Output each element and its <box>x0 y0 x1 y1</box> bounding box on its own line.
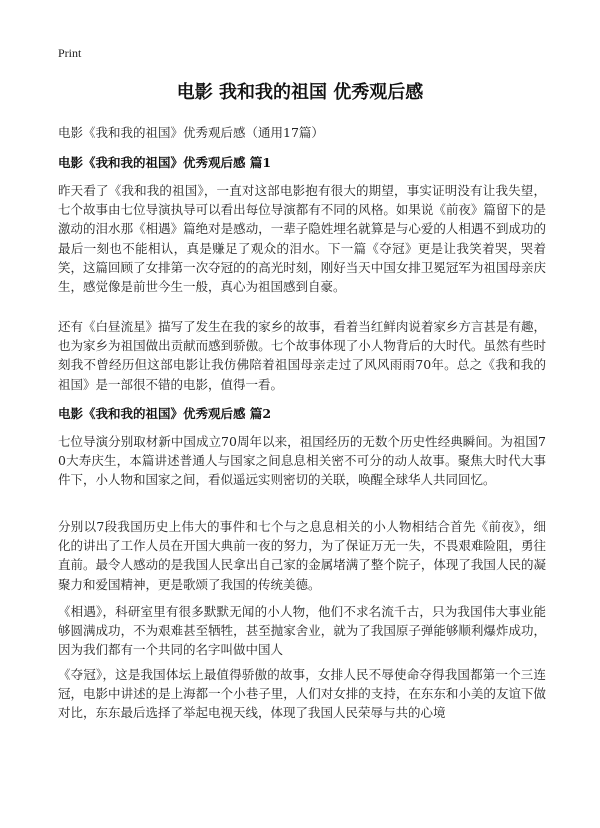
section-2-heading: 电影《我和我的祖国》优秀观后感 篇2 <box>58 406 272 421</box>
section-2-paragraph-1: 七位导演分别取材新中国成立70周年以来，祖国经历的无数个历史性经典瞬间。为祖国70大寿庆生，本篇讲述普通人与国家之间息息相关密不可分的动人故事。聚焦大时代大事件下，小人物和国家之间，看似遥远实则密切的关联，唤醒全球华人共同回忆。 <box>58 434 546 488</box>
section-1-paragraph-1: 昨天看了《我和我的祖国》，一直对这部电影抱有很大的期望，事实证明没有让我失望，七个故事由七位导演执导可以看出每位导演都有不同的风格。如果说《前夜》篇留下的是激动的泪水那《相遇》篇绝对是感动，一辈子隐姓埋名就算是与心爱的人相遇不到成功的最后一刻也不能相认，真是赚足了观众的泪水。下一篇《夺冠》更是让我笑着哭，哭着笑，这篇回顾了女排第一次夺冠的的高光时刻，刚好当天中国女排卫冕冠军为祖国母亲庆生，感觉像是前世今生一般，真心为祖国感到自豪。 <box>58 183 546 295</box>
document-subtitle: 电影《我和我的祖国》优秀观后感（通用17篇） <box>58 125 324 140</box>
section-1-heading: 电影《我和我的祖国》优秀观后感 篇1 <box>58 155 272 170</box>
section-1-paragraph-2: 还有《白昼流星》描写了发生在我的家乡的故事，看着当红鲜肉说着家乡方言甚是有趣，也为家乡为祖国做出贡献而感到骄傲。七个故事体现了小人物背后的大时代。虽然有些时刻我不曾经历但这部电影让我仿佛陪着祖国母亲走过了风风雨雨70年。总之《我和我的祖国》是一部很不错的电影，值得一看。 <box>58 319 546 392</box>
section-2-paragraph-3: 《相遇》，科研室里有很多默默无闻的小人物，他们不求名流千古，只为我国伟大事业能够圆满成功，不为艰难甚至牺牲，甚至抛家舍业，就为了我国原子弹能够顺利爆炸成功，因为我们都有一个共同的名字叫做中国人 <box>58 604 546 658</box>
section-2-paragraph-2: 分别以7段我国历史上伟大的事件和七个与之息息相关的小人物相结合首先《前夜》，细化的讲出了工作人员在开国大典前一夜的努力，为了保证万无一失，不畏艰难险阻，勇往直前。最令人感动的是我国人民拿出自己家的金属堵满了整个院子，体现了我国人民的凝聚力和爱国精神，更是歌颂了我国的传统美德。 <box>58 519 546 592</box>
print-link[interactable]: Print <box>58 46 82 60</box>
section-2-paragraph-4: 《夺冠》，这是我国体坛上最值得骄傲的故事，女排人民不辱使命夺得我国都第一个三连冠，电影中讲述的是上海都一个小巷子里，人们对女排的支持，在东东和小美的友谊下做对比，东东最后选择了举起电视天线，体现了我国人民荣辱与共的心境 <box>58 667 546 721</box>
page-title: 电影 我和我的祖国 优秀观后感 <box>176 82 424 103</box>
